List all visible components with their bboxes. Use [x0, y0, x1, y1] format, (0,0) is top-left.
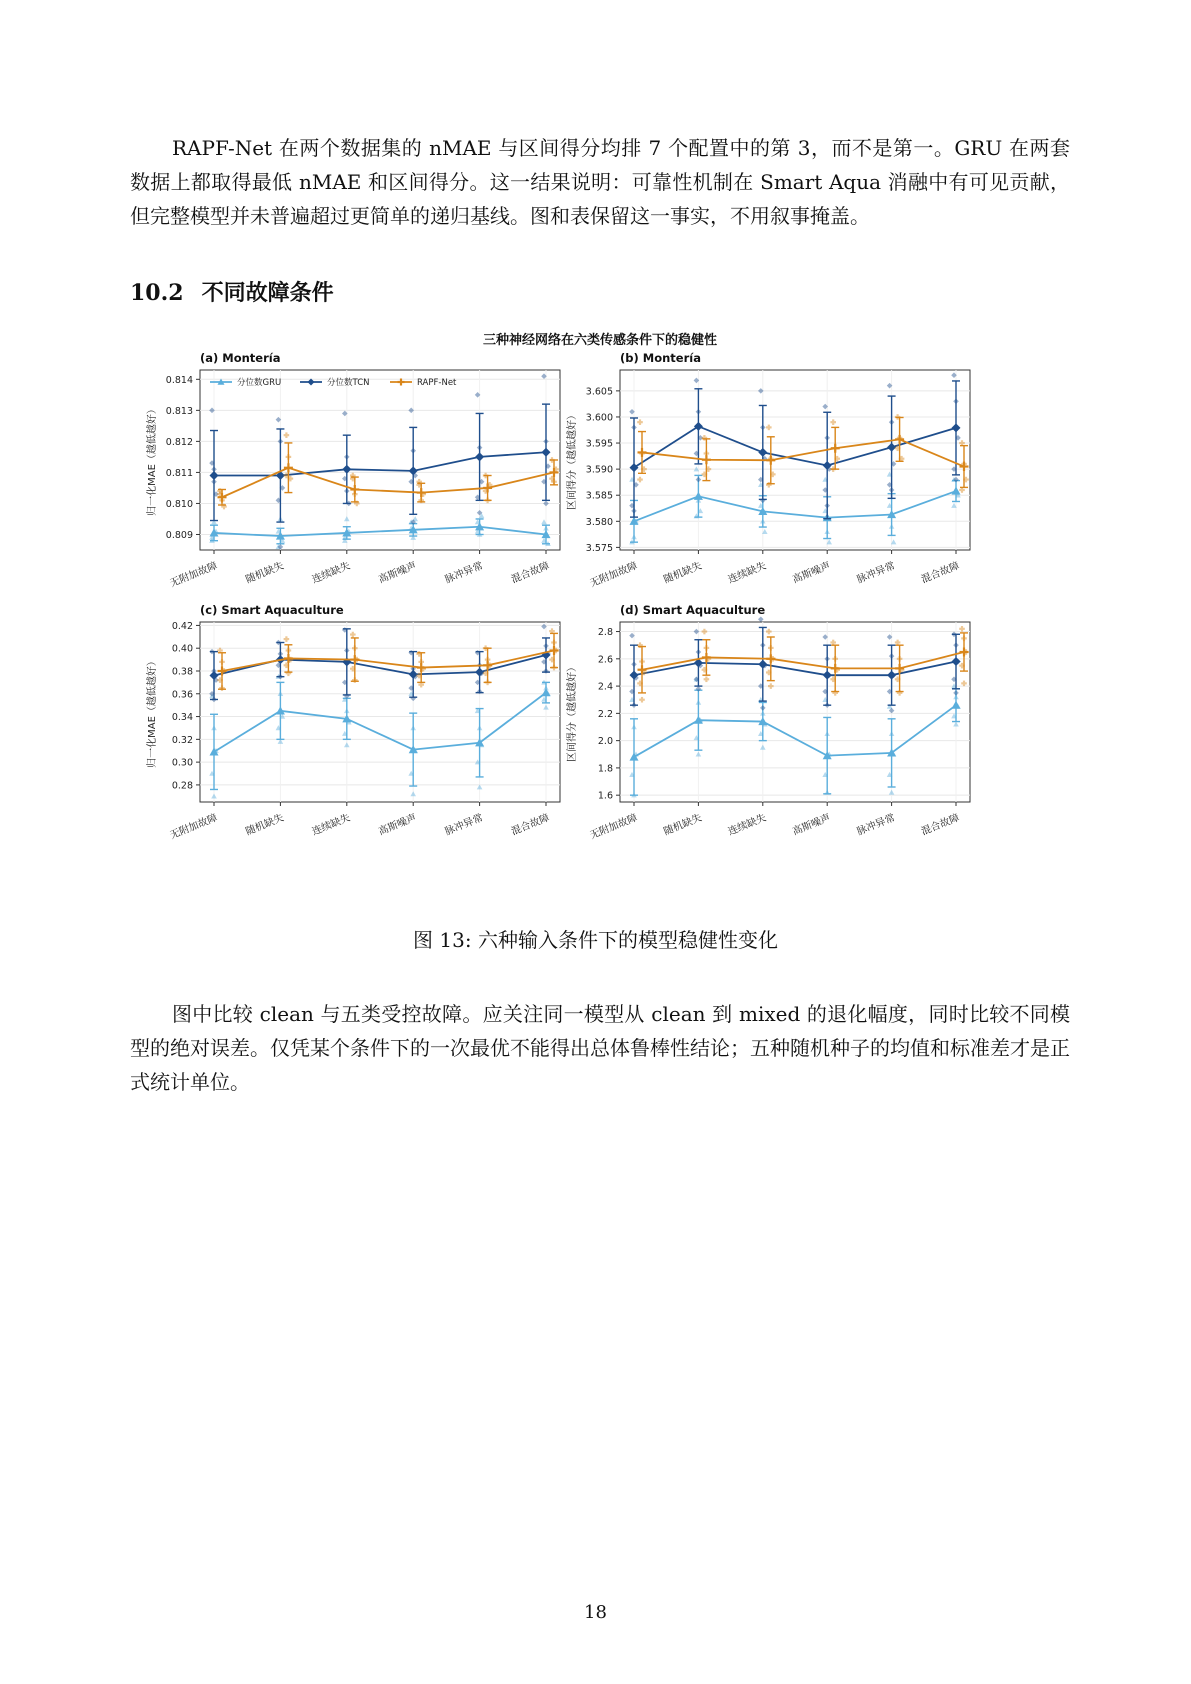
y-tick-label: 2.2: [597, 708, 613, 720]
y-axis-label: 区间得分（越低越好）: [567, 662, 578, 762]
chart-panel-4: [565, 603, 970, 842]
chart-panel-3: [145, 603, 560, 842]
page-number: 18: [584, 1602, 607, 1623]
plot-area: [200, 370, 560, 550]
section-number: 10.2: [130, 280, 184, 306]
panel-title: (a) Montería: [200, 351, 281, 365]
x-tick-label: 无附加故障: [168, 812, 220, 842]
x-tick-label: 随机缺失: [244, 812, 286, 838]
y-tick-label: 3.575: [585, 542, 613, 554]
figure-canvas: [147, 330, 1045, 880]
y-tick-label: 0.810: [165, 498, 193, 510]
chart-panel-2: [565, 351, 970, 590]
x-tick-label: 高斯噪声: [377, 560, 419, 586]
legend: [210, 377, 457, 388]
plot-area: [200, 622, 560, 802]
x-tick-label: 无附加故障: [168, 560, 220, 590]
legend-entry: 分位数GRU: [237, 378, 282, 388]
y-tick-label: 0.34: [171, 712, 193, 724]
x-tick-label: 随机缺失: [662, 560, 704, 586]
paragraph-results: RAPF-Net 在两个数据集的 nMAE 与区间得分均排 7 个配置中的第 3，而不是第一。GRU 在两套数据上都取得最低 nMAE 和区间得分。这一结果说明：可靠性机制在 Smart Aqua 消融中有可见贡献，但完整模型并未普遍超过更简单的递归基线。图和表保留这一事实，不用叙事掩盖。: [130, 136, 1070, 228]
y-tick-label: 0.36: [171, 689, 193, 701]
x-tick-label: 混合故障: [919, 812, 962, 838]
x-tick-label: 混合故障: [919, 560, 962, 586]
x-tick-label: 混合故障: [509, 560, 552, 586]
y-tick-label: 0.813: [165, 405, 193, 417]
x-tick-label: 无附加故障: [588, 560, 640, 590]
x-tick-label: 连续缺失: [310, 560, 352, 586]
y-tick-label: 0.30: [171, 757, 193, 769]
y-tick-label: 3.585: [585, 490, 613, 502]
legend-entry: 分位数TCN: [327, 378, 370, 388]
chart-panel-1: [145, 351, 560, 590]
x-tick-label: 脉冲异常: [443, 812, 485, 838]
y-tick-label: 2.8: [597, 627, 613, 639]
panel-title: (d) Smart Aquaculture: [620, 603, 766, 617]
y-axis-label: 归一化MAE（越低越好）: [147, 404, 158, 516]
y-tick-label: 2.6: [597, 654, 613, 666]
y-tick-label: 0.40: [171, 643, 193, 655]
figure-caption: 图 13: 六种输入条件下的模型稳健性变化: [413, 928, 778, 952]
y-tick-label: 0.38: [171, 666, 193, 678]
x-tick-label: 无附加故障: [588, 812, 640, 842]
y-tick-label: 0.809: [165, 529, 193, 541]
paragraph-discussion: 图中比较 clean 与五类受控故障。应关注同一模型从 clean 到 mixed 的退化幅度，同时比较不同模型的绝对误差。仅凭某个条件下的一次最优不能得出总体鲁棒性结论；五种随机种子的均值和标准差才是正式统计单位。: [130, 1002, 1070, 1094]
y-tick-label: 0.28: [171, 780, 193, 792]
panel-title: (c) Smart Aquaculture: [200, 603, 344, 617]
y-tick-label: 2.4: [597, 681, 613, 693]
section-title: 不同故障条件: [201, 280, 334, 306]
y-tick-label: 0.32: [171, 734, 193, 746]
x-tick-label: 连续缺失: [726, 560, 768, 586]
x-tick-label: 脉冲异常: [443, 560, 485, 586]
y-tick-label: 3.600: [585, 412, 613, 424]
y-tick-label: 0.42: [171, 620, 193, 632]
x-tick-label: 随机缺失: [662, 812, 704, 838]
y-tick-label: 3.580: [585, 516, 613, 528]
y-tick-label: 0.812: [165, 436, 193, 448]
y-axis-label: 区间得分（越低越好）: [567, 410, 578, 510]
x-tick-label: 连续缺失: [310, 812, 352, 838]
y-tick-label: 1.8: [597, 763, 613, 775]
x-tick-label: 混合故障: [509, 812, 552, 838]
x-tick-label: 连续缺失: [726, 812, 768, 838]
y-tick-label: 3.590: [585, 464, 613, 476]
plot-area: [620, 370, 970, 550]
y-tick-label: 0.811: [165, 467, 193, 479]
y-tick-label: 2.0: [597, 736, 613, 748]
x-tick-label: 高斯噪声: [791, 812, 833, 838]
x-tick-label: 随机缺失: [244, 560, 286, 586]
x-tick-label: 高斯噪声: [791, 560, 833, 586]
panel-title: (b) Montería: [620, 351, 701, 365]
x-tick-label: 脉冲异常: [855, 812, 897, 838]
legend-entry: RAPF-Net: [417, 378, 457, 388]
figure-suptitle: 三种神经网络在六类传感条件下的稳健性: [482, 333, 718, 348]
y-axis-label: 归一化MAE（越低越好）: [147, 656, 158, 768]
x-tick-label: 脉冲异常: [855, 560, 897, 586]
figure-robustness: [147, 330, 1045, 860]
y-tick-label: 3.605: [585, 386, 613, 398]
x-tick-label: 高斯噪声: [377, 812, 419, 838]
y-tick-label: 0.814: [165, 374, 193, 386]
section-heading: [130, 276, 334, 307]
y-tick-label: 1.6: [597, 790, 613, 802]
y-tick-label: 3.595: [585, 438, 613, 450]
seed-point: [758, 616, 764, 622]
plot-area: [620, 622, 970, 802]
